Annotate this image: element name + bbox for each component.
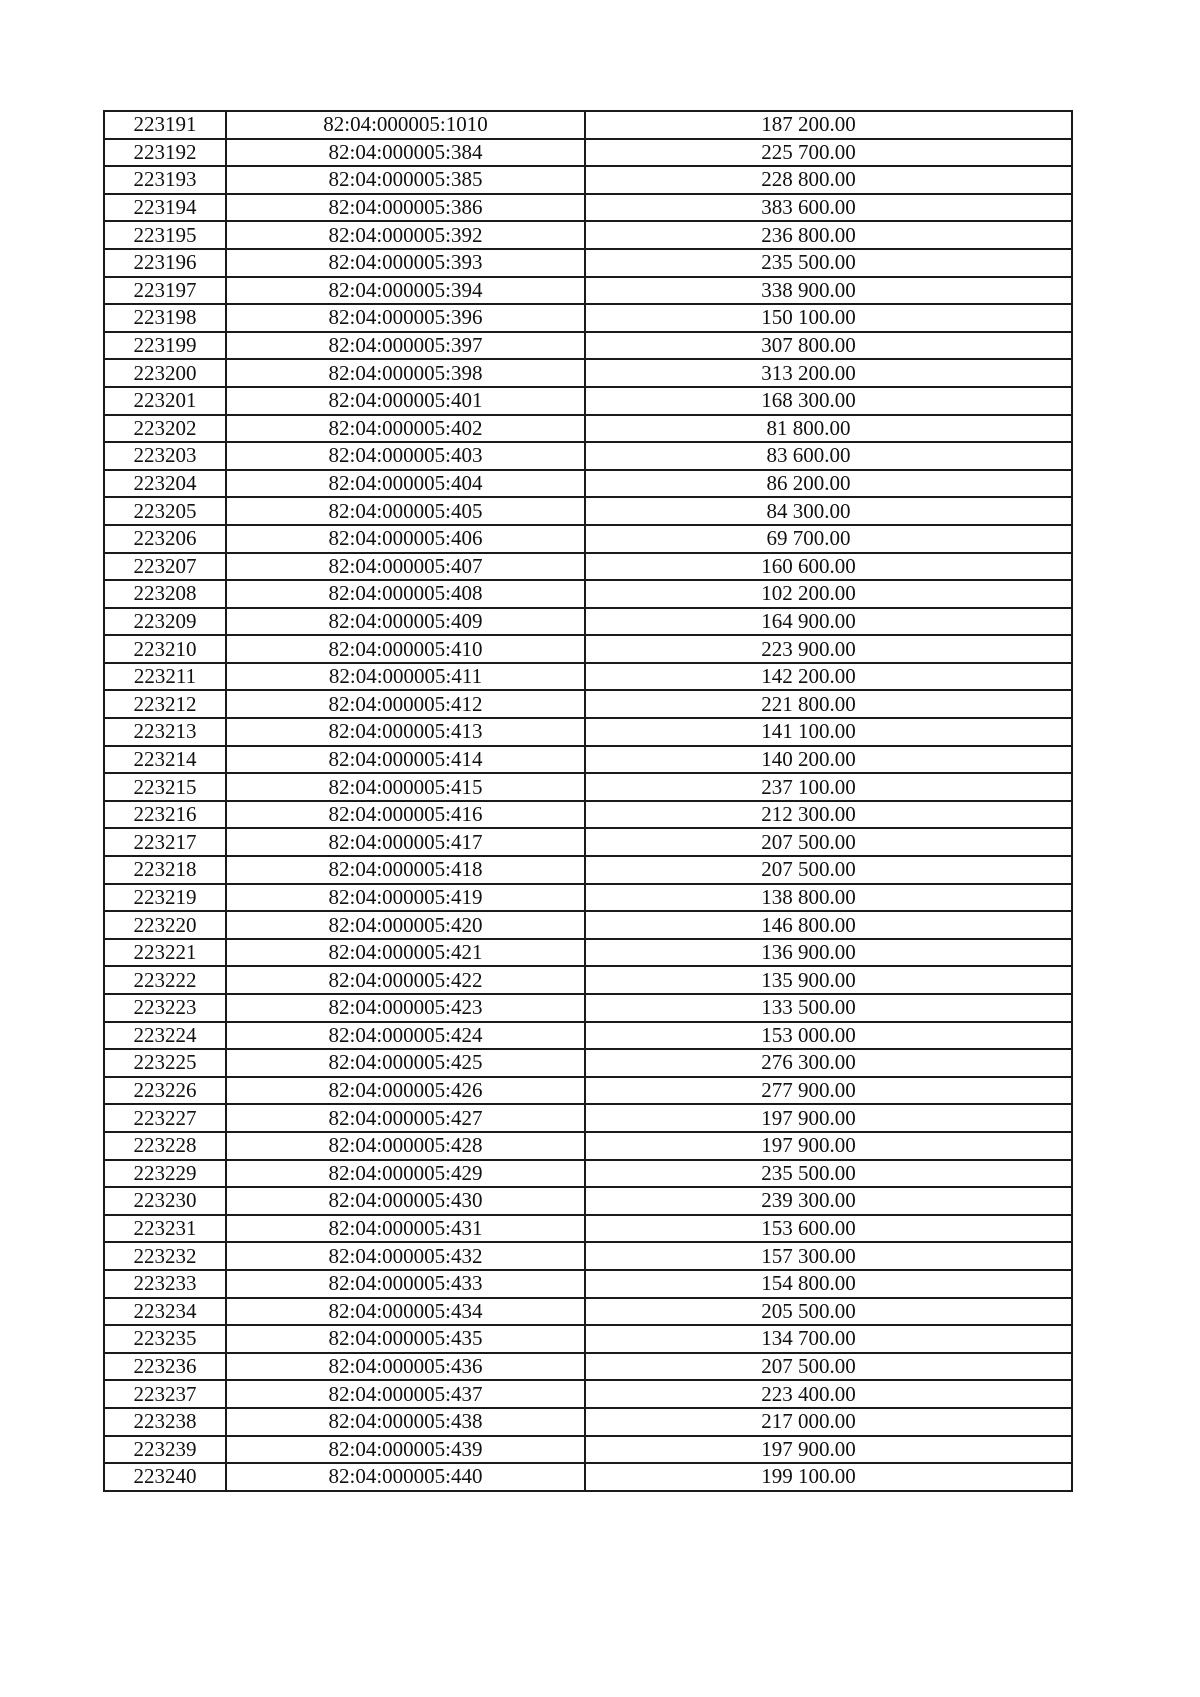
cadastral-number-cell: 82:04:000005:425 [226,1049,585,1077]
row-number-cell: 223205 [104,497,226,525]
table-row [104,1436,1072,1464]
cadastral-value-cell: 277 900.00 [585,1077,1072,1105]
cadastral-number-cell: 82:04:000005:424 [226,1022,585,1050]
cadastral-number-cell: 82:04:000005:406 [226,525,585,553]
cadastral-value-cell: 140 200.00 [585,746,1072,774]
cadastral-number-cell: 82:04:000005:437 [226,1380,585,1408]
table-row [104,111,1072,139]
row-number-cell: 223208 [104,580,226,608]
cadastral-value-cell: 168 300.00 [585,387,1072,415]
table-row [104,277,1072,305]
cadastral-number-cell: 82:04:000005:419 [226,884,585,912]
cadastral-number-cell: 82:04:000005:394 [226,277,585,305]
cadastral-value-cell: 142 200.00 [585,663,1072,691]
table-row [104,1132,1072,1160]
cadastral-number-cell: 82:04:000005:411 [226,663,585,691]
cadastral-number-cell: 82:04:000005:438 [226,1408,585,1436]
cadastral-value-cell: 212 300.00 [585,801,1072,829]
table-row [104,1187,1072,1215]
row-number-cell: 223202 [104,415,226,443]
cadastral-number-cell: 82:04:000005:386 [226,194,585,222]
cadastral-number-cell: 82:04:000005:433 [226,1270,585,1298]
row-number-cell: 223230 [104,1187,226,1215]
table-row [104,1215,1072,1243]
cadastral-value-table [103,110,1073,1492]
table-row [104,1353,1072,1381]
row-number-cell: 223211 [104,663,226,691]
cadastral-number-cell: 82:04:000005:392 [226,221,585,249]
row-number-cell: 223200 [104,359,226,387]
table-row [104,1242,1072,1270]
row-number-cell: 223203 [104,442,226,470]
cadastral-number-cell: 82:04:000005:417 [226,828,585,856]
table-row [104,718,1072,746]
cadastral-value-cell: 236 800.00 [585,221,1072,249]
row-number-cell: 223226 [104,1077,226,1105]
cadastral-number-cell: 82:04:000005:1010 [226,111,585,139]
cadastral-value-cell: 153 600.00 [585,1215,1072,1243]
row-number-cell: 223233 [104,1270,226,1298]
cadastral-value-cell: 86 200.00 [585,470,1072,498]
cadastral-number-cell: 82:04:000005:431 [226,1215,585,1243]
cadastral-number-cell: 82:04:000005:415 [226,773,585,801]
cadastral-value-cell: 235 500.00 [585,1160,1072,1188]
cadastral-number-cell: 82:04:000005:422 [226,966,585,994]
table-row [104,1022,1072,1050]
cadastral-number-cell: 82:04:000005:423 [226,994,585,1022]
table-row [104,690,1072,718]
cadastral-number-cell: 82:04:000005:434 [226,1298,585,1326]
row-number-cell: 223232 [104,1242,226,1270]
cadastral-value-cell: 154 800.00 [585,1270,1072,1298]
table-row [104,1408,1072,1436]
cadastral-value-cell: 205 500.00 [585,1298,1072,1326]
row-number-cell: 223236 [104,1353,226,1381]
cadastral-value-cell: 133 500.00 [585,994,1072,1022]
row-number-cell: 223235 [104,1325,226,1353]
cadastral-value-cell: 221 800.00 [585,690,1072,718]
cadastral-value-cell: 135 900.00 [585,966,1072,994]
table-row [104,1298,1072,1326]
cadastral-number-cell: 82:04:000005:427 [226,1104,585,1132]
cadastral-value-cell: 207 500.00 [585,856,1072,884]
table-row [104,828,1072,856]
table-row [104,994,1072,1022]
table-row [104,1380,1072,1408]
table-row [104,580,1072,608]
cadastral-value-cell: 69 700.00 [585,525,1072,553]
table-row [104,1160,1072,1188]
cadastral-value-cell: 223 400.00 [585,1380,1072,1408]
cadastral-number-cell: 82:04:000005:420 [226,911,585,939]
cadastral-value-cell: 235 500.00 [585,249,1072,277]
row-number-cell: 223224 [104,1022,226,1050]
row-number-cell: 223231 [104,1215,226,1243]
table-row [104,166,1072,194]
cadastral-number-cell: 82:04:000005:408 [226,580,585,608]
row-number-cell: 223191 [104,111,226,139]
cadastral-value-cell: 197 900.00 [585,1132,1072,1160]
row-number-cell: 223206 [104,525,226,553]
cadastral-number-cell: 82:04:000005:409 [226,608,585,636]
table-row [104,415,1072,443]
row-number-cell: 223237 [104,1380,226,1408]
cadastral-value-cell: 164 900.00 [585,608,1072,636]
table-row [104,1463,1072,1491]
cadastral-value-cell: 207 500.00 [585,1353,1072,1381]
row-number-cell: 223197 [104,277,226,305]
table-row [104,470,1072,498]
row-number-cell: 223216 [104,801,226,829]
cadastral-value-cell: 276 300.00 [585,1049,1072,1077]
row-number-cell: 223239 [104,1436,226,1464]
cadastral-number-cell: 82:04:000005:436 [226,1353,585,1381]
row-number-cell: 223229 [104,1160,226,1188]
cadastral-value-cell: 217 000.00 [585,1408,1072,1436]
cadastral-number-cell: 82:04:000005:416 [226,801,585,829]
row-number-cell: 223199 [104,332,226,360]
row-number-cell: 223240 [104,1463,226,1491]
table-row [104,497,1072,525]
cadastral-number-cell: 82:04:000005:418 [226,856,585,884]
cadastral-value-cell: 228 800.00 [585,166,1072,194]
table-row [104,1049,1072,1077]
row-number-cell: 223222 [104,966,226,994]
cadastral-value-cell: 225 700.00 [585,139,1072,167]
cadastral-number-cell: 82:04:000005:407 [226,553,585,581]
table-row [104,608,1072,636]
row-number-cell: 223225 [104,1049,226,1077]
cadastral-value-cell: 197 900.00 [585,1104,1072,1132]
cadastral-number-cell: 82:04:000005:412 [226,690,585,718]
row-number-cell: 223221 [104,939,226,967]
row-number-cell: 223194 [104,194,226,222]
cadastral-number-cell: 82:04:000005:439 [226,1436,585,1464]
cadastral-number-cell: 82:04:000005:405 [226,497,585,525]
cadastral-value-cell: 160 600.00 [585,553,1072,581]
row-number-cell: 223212 [104,690,226,718]
table-row [104,249,1072,277]
table-row [104,525,1072,553]
cadastral-value-cell: 84 300.00 [585,497,1072,525]
table-row [104,1077,1072,1105]
cadastral-number-cell: 82:04:000005:429 [226,1160,585,1188]
cadastral-number-cell: 82:04:000005:426 [226,1077,585,1105]
row-number-cell: 223209 [104,608,226,636]
table-body [104,111,1072,1491]
cadastral-value-cell: 153 000.00 [585,1022,1072,1050]
row-number-cell: 223204 [104,470,226,498]
row-number-cell: 223228 [104,1132,226,1160]
cadastral-value-cell: 150 100.00 [585,304,1072,332]
table-row [104,387,1072,415]
row-number-cell: 223193 [104,166,226,194]
table-row [104,332,1072,360]
row-number-cell: 223217 [104,828,226,856]
cadastral-number-cell: 82:04:000005:440 [226,1463,585,1491]
table-row [104,773,1072,801]
row-number-cell: 223201 [104,387,226,415]
cadastral-value-cell: 81 800.00 [585,415,1072,443]
cadastral-value-cell: 313 200.00 [585,359,1072,387]
cadastral-number-cell: 82:04:000005:432 [226,1242,585,1270]
cadastral-number-cell: 82:04:000005:403 [226,442,585,470]
cadastral-number-cell: 82:04:000005:398 [226,359,585,387]
cadastral-value-cell: 307 800.00 [585,332,1072,360]
cadastral-number-cell: 82:04:000005:384 [226,139,585,167]
cadastral-value-cell: 207 500.00 [585,828,1072,856]
cadastral-number-cell: 82:04:000005:402 [226,415,585,443]
table-row [104,304,1072,332]
table-row [104,746,1072,774]
row-number-cell: 223207 [104,553,226,581]
table-row [104,635,1072,663]
cadastral-value-cell: 146 800.00 [585,911,1072,939]
table-row [104,856,1072,884]
table-row [104,1325,1072,1353]
row-number-cell: 223195 [104,221,226,249]
row-number-cell: 223210 [104,635,226,663]
table-row [104,1104,1072,1132]
row-number-cell: 223215 [104,773,226,801]
cadastral-number-cell: 82:04:000005:396 [226,304,585,332]
cadastral-value-cell: 134 700.00 [585,1325,1072,1353]
cadastral-value-cell: 199 100.00 [585,1463,1072,1491]
row-number-cell: 223227 [104,1104,226,1132]
row-number-cell: 223213 [104,718,226,746]
cadastral-number-cell: 82:04:000005:404 [226,470,585,498]
table-row [104,359,1072,387]
cadastral-number-cell: 82:04:000005:385 [226,166,585,194]
cadastral-number-cell: 82:04:000005:393 [226,249,585,277]
cadastral-value-cell: 197 900.00 [585,1436,1072,1464]
cadastral-value-cell: 102 200.00 [585,580,1072,608]
row-number-cell: 223192 [104,139,226,167]
cadastral-value-cell: 239 300.00 [585,1187,1072,1215]
row-number-cell: 223234 [104,1298,226,1326]
cadastral-value-cell: 83 600.00 [585,442,1072,470]
table-row [104,139,1072,167]
table-row [104,966,1072,994]
cadastral-number-cell: 82:04:000005:428 [226,1132,585,1160]
table-row [104,884,1072,912]
table-row [104,553,1072,581]
table-row [104,911,1072,939]
cadastral-number-cell: 82:04:000005:435 [226,1325,585,1353]
table-row [104,221,1072,249]
cadastral-value-cell: 136 900.00 [585,939,1072,967]
cadastral-value-cell: 383 600.00 [585,194,1072,222]
row-number-cell: 223219 [104,884,226,912]
row-number-cell: 223196 [104,249,226,277]
cadastral-number-cell: 82:04:000005:413 [226,718,585,746]
cadastral-value-cell: 157 300.00 [585,1242,1072,1270]
row-number-cell: 223220 [104,911,226,939]
table-row [104,801,1072,829]
cadastral-number-cell: 82:04:000005:430 [226,1187,585,1215]
table-row [104,939,1072,967]
cadastral-number-cell: 82:04:000005:401 [226,387,585,415]
row-number-cell: 223214 [104,746,226,774]
cadastral-number-cell: 82:04:000005:421 [226,939,585,967]
cadastral-value-cell: 223 900.00 [585,635,1072,663]
cadastral-value-cell: 141 100.00 [585,718,1072,746]
row-number-cell: 223198 [104,304,226,332]
table-row [104,1270,1072,1298]
table-row [104,663,1072,691]
row-number-cell: 223238 [104,1408,226,1436]
cadastral-number-cell: 82:04:000005:410 [226,635,585,663]
table-row [104,194,1072,222]
row-number-cell: 223218 [104,856,226,884]
cadastral-value-cell: 338 900.00 [585,277,1072,305]
cadastral-number-cell: 82:04:000005:397 [226,332,585,360]
cadastral-value-cell: 237 100.00 [585,773,1072,801]
table-row [104,442,1072,470]
row-number-cell: 223223 [104,994,226,1022]
cadastral-number-cell: 82:04:000005:414 [226,746,585,774]
cadastral-value-cell: 187 200.00 [585,111,1072,139]
cadastral-value-cell: 138 800.00 [585,884,1072,912]
